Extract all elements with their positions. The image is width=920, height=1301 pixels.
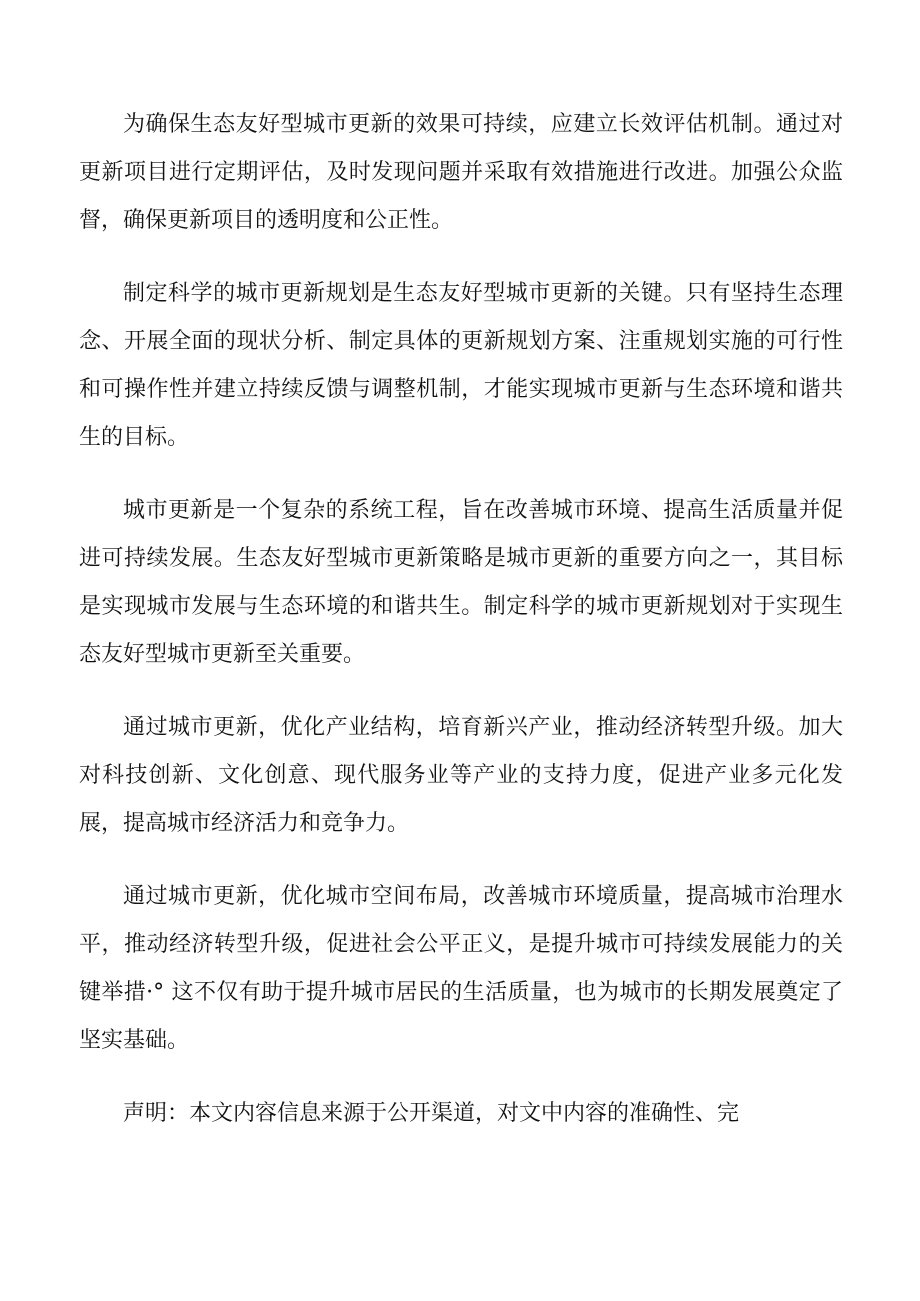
paragraph-disclaimer: 声明：本文内容信息来源于公开渠道，对文中内容的准确性、完 bbox=[123, 1101, 740, 1126]
paragraph-industry-structure: 通过城市更新，优化产业结构，培育新兴产业，推动经济转型升级。加大对科技创新、文化创意、现代服务业等产业的支持力度，促进产业多元化发展，提高城市经济活力和竞争力。 bbox=[79, 715, 843, 836]
document-body bbox=[79, 101, 843, 1163]
paragraph-evaluation-mechanism: 为确保生态友好型城市更新的效果可持续，应建立长效评估机制。通过对更新项目进行定期评估，及时发现问题并采取有效措施进行改进。加强公众监督，确保更新项目的透明度和公正性。 bbox=[79, 112, 843, 233]
paragraph-urban-renewal-overview: 城市更新是一个复杂的系统工程，旨在改善城市环境、提高生活质量并促进可持续发展。生态友好型城市更新策略是城市更新的重要方向之一，其目标是实现城市发展与生态环境的和谐共生。制定科学的城市更新规划对于实现生态友好型城市更新至关重要。 bbox=[79, 498, 843, 667]
paragraph-spatial-layout: 通过城市更新，优化城市空间布局，改善城市环境质量，提高城市治理水平，推动经济转型升级，促进社会公平正义，是提升城市可持续发展能力的关键举措·° 这不仅有助于提升城市居民的生活质量，也为城市的长期发展奠定了坚实基础。 bbox=[79, 884, 843, 1053]
paragraph-planning-key: 制定科学的城市更新规划是生态友好型城市更新的关键。只有坚持生态理念、开展全面的现状分析、制定具体的更新规划方案、注重规划实施的可行性和可操作性并建立持续反馈与调整机制，才能实现城市更新与生态环境和谐共生的目标。 bbox=[79, 281, 843, 450]
